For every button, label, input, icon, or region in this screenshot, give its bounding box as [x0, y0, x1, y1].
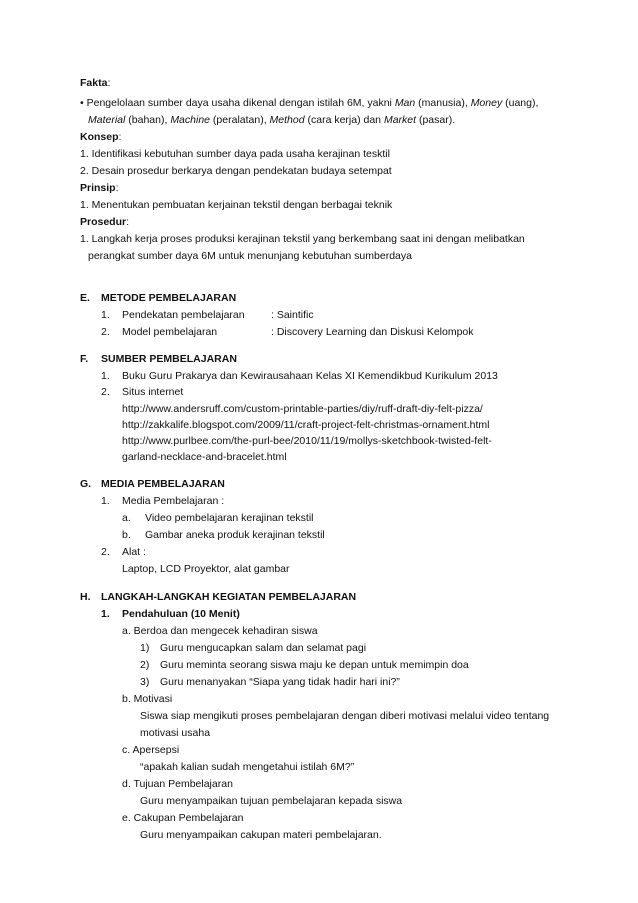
konsep-heading: Konsep:	[80, 131, 122, 143]
section-e-item-2-value: : Discovery Learning dan Diskusi Kelompok	[271, 326, 474, 338]
step-1-num: 1.	[101, 608, 110, 620]
section-g-item-2-num: 2.	[101, 546, 110, 558]
section-e-letter: E.	[80, 292, 90, 304]
section-h-letter: H.	[80, 591, 91, 603]
section-g-item-1: Media Pembelajaran :	[122, 495, 225, 507]
section-e-item-1-label: Pendekatan pembelajaran	[122, 309, 245, 321]
section-f-title: SUMBER PEMBELAJARAN	[101, 353, 237, 365]
section-g-sub-b-num: b.	[122, 529, 131, 541]
section-f-item-1-num: 1.	[101, 370, 110, 382]
section-f-item-1: Buku Guru Prakarya dan Kewirausahaan Kelas XI Kemendikbud Kurikulum 2013	[122, 370, 498, 382]
step-a-label: a. Berdoa dan mengecek kehadiran siswa	[122, 625, 318, 637]
section-f-letter: F.	[80, 353, 89, 365]
step-b-line-1: Siswa siap mengikuti proses pembelajaran dengan diberi motivasi melalui video tentang	[140, 710, 550, 722]
source-link-2[interactable]: http://zakkalife.blogspot.com/2009/11/craft-project-felt-christmas-ornament.html	[122, 419, 490, 431]
prosedur-line-2: perangkat sumber daya 6M untuk menunjang kebutuhan sumberdaya	[88, 250, 412, 262]
section-e-item-2-label: Model pembelajaran	[122, 326, 218, 338]
step-e-label: e. Cakupan Pembelajaran	[122, 812, 244, 824]
section-e-item-1-value: : Saintific	[271, 309, 314, 321]
section-g-item-1-num: 1.	[101, 495, 110, 507]
section-h-title: LANGKAH-LANGKAH KEGIATAN PEMBELAJARAN	[101, 591, 357, 603]
section-e-title: METODE PEMBELAJARAN	[101, 292, 237, 304]
section-g-item-2: Alat :	[122, 546, 146, 558]
step-a-item-3-num: 3)	[140, 676, 150, 688]
step-d-text: Guru menyampaikan tujuan pembelajaran kepada siswa	[140, 795, 403, 807]
prinsip-heading: Prinsip:	[80, 182, 119, 194]
section-g-letter: G.	[80, 478, 92, 490]
section-g-sub-a: Video pembelajaran kerajinan tekstil	[145, 512, 314, 524]
step-b-line-2: motivasi usaha	[140, 727, 211, 739]
prosedur-line-1: 1. Langkah kerja proses produksi kerajinan tekstil yang berkembang saat ini dengan melibatkan	[80, 233, 525, 245]
fakta-line-1: • Pengelolaan sumber daya usaha dikenal dengan istilah 6M, yakni Man (manusia), Money (uang),	[80, 97, 539, 109]
step-b-label: b. Motivasi	[122, 693, 173, 705]
prinsip-item-1: 1. Menentukan pembuatan kerjainan tekstil dengan berbagai teknik	[80, 199, 393, 211]
prosedur-heading: Prosedur:	[80, 216, 130, 228]
step-a-item-2-num: 2)	[140, 659, 150, 671]
step-a-item-1: Guru mengucapkan salam dan selamat pagi	[160, 642, 367, 654]
step-1-title: Pendahuluan (10 Menit)	[122, 608, 240, 620]
section-f-item-2: Situs internet	[122, 386, 184, 398]
source-link-3[interactable]: http://www.purlbee.com/the-purl-bee/2010/11/19/mollys-sketchbook-twisted-felt-	[122, 435, 492, 447]
section-e-item-1-num: 1.	[101, 309, 110, 321]
fakta-line-2: Material (bahan), Machine (peralatan), Method (cara kerja) dan Market (pasar).	[88, 114, 456, 126]
step-a-item-3: Guru menanyakan “Siapa yang tidak hadir hari ini?”	[160, 676, 400, 688]
section-g-title: MEDIA PEMBELAJARAN	[101, 478, 225, 490]
step-c-text: “apakah kalian sudah mengetahui istilah 6M?”	[140, 761, 355, 773]
fakta-heading: Fakta:	[80, 77, 111, 89]
section-e-item-2-num: 2.	[101, 326, 110, 338]
step-a-item-1-num: 1)	[140, 642, 150, 654]
source-link-1[interactable]: http://www.andersruff.com/custom-printable-parties/diy/ruff-draft-diy-felt-pizza/	[122, 403, 483, 415]
konsep-item-1: 1. Identifikasi kebutuhan sumber daya pada usaha kerajinan tesktil	[80, 148, 390, 160]
section-g-sub-a-num: a.	[122, 512, 131, 524]
step-a-item-2: Guru meminta seorang siswa maju ke depan untuk memimpin doa	[160, 659, 469, 671]
source-link-3-cont[interactable]: garland-necklace-and-bracelet.html	[122, 451, 287, 463]
step-c-label: c. Apersepsi	[122, 744, 180, 756]
section-g-item-2-detail: Laptop, LCD Proyektor, alat gambar	[122, 563, 290, 575]
konsep-item-2: 2. Desain prosedur berkarya dengan pendekatan budaya setempat	[80, 165, 392, 177]
bullet-icon: •	[80, 97, 84, 109]
section-f-item-2-num: 2.	[101, 386, 110, 398]
section-g-sub-b: Gambar aneka produk kerajinan tekstil	[145, 529, 325, 541]
step-e-text: Guru menyampaikan cakupan materi pembelajaran.	[140, 829, 382, 841]
step-d-label: d. Tujuan Pembelajaran	[122, 778, 233, 790]
